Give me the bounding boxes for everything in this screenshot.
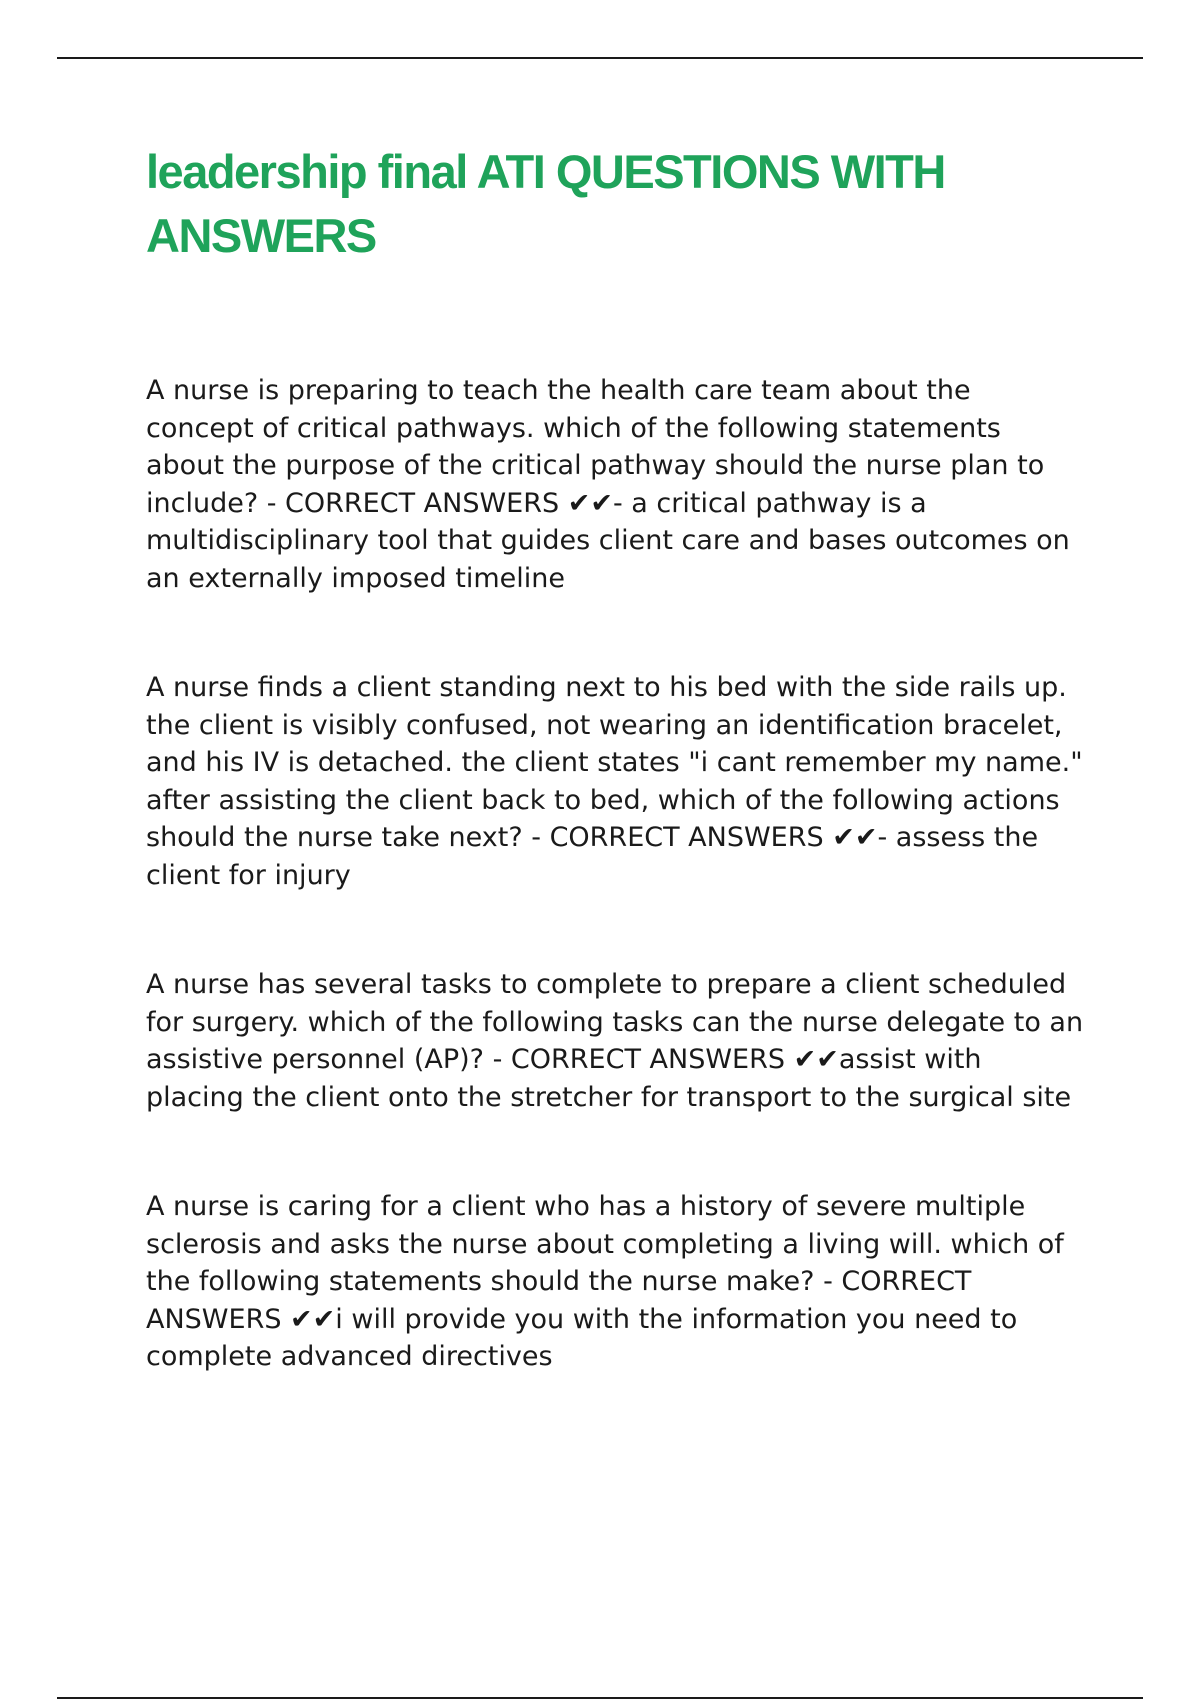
document-title-line-1: leadership final ATI QUESTIONS WITH bbox=[146, 145, 945, 198]
bottom-rule bbox=[57, 1697, 1143, 1699]
top-rule bbox=[57, 57, 1143, 59]
qa-list bbox=[146, 372, 1092, 1376]
document-body bbox=[146, 140, 1092, 1448]
document-title bbox=[146, 140, 1086, 268]
qa-item-4: A nurse is caring for a client who has a history of severe multiple sclerosis and asks the nurse about completing a living will. which of the following statements should the nurse make? - CORRECT ANSWERS ✔✔i will provide you with the information you need to complete advanced directives bbox=[146, 1191, 1073, 1372]
qa-item-3: A nurse has several tasks to complete to prepare a client scheduled for surgery. which of the following tasks can the nurse delegate to an assistive personnel (AP)? - CORRECT ANSWERS ✔✔assist with placing the client onto the stretcher for transport to the surgical site bbox=[146, 969, 1092, 1113]
document-title-line-2: ANSWERS bbox=[146, 209, 376, 262]
qa-item-1: A nurse is preparing to teach the health care team about the concept of critical pathways. which of the following statements about the purpose of the critical pathway should the nurse plan to include? - CORRECT ANSWERS ✔✔- a critical pathway is a multidisciplinary tool that guides client care and bases outcomes on an externally imposed timeline bbox=[146, 375, 1079, 594]
qa-item-2: A nurse finds a client standing next to his bed with the side rails up. the client is visibly confused, not wearing an identification bracelet, and his IV is detached. the client states "i cant remember my name." after assisting the client back to bed, which of the following actions should the nurse take next? - CORRECT ANSWERS ✔✔- assess the client for injury bbox=[146, 672, 1092, 891]
